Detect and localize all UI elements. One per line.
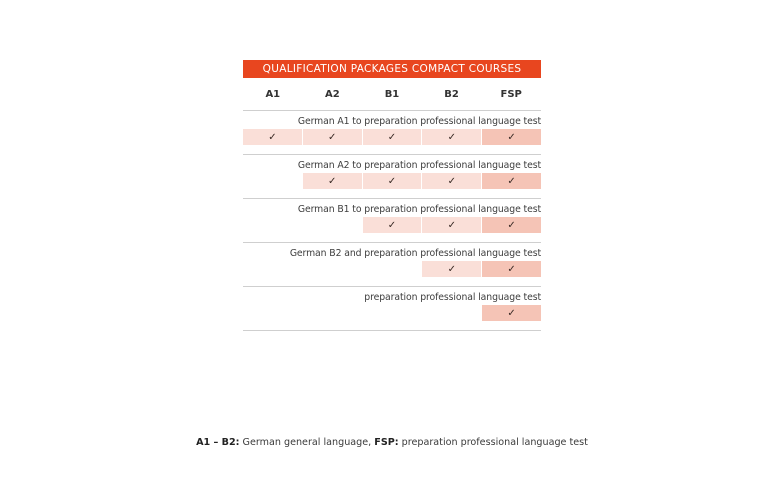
package-row	[243, 287, 541, 331]
package-cells	[243, 129, 541, 145]
check-icon-cell: ✓	[422, 173, 481, 189]
qualification-packages-table	[243, 60, 541, 331]
column-header-fsp: FSP	[500, 88, 522, 100]
legend-footnote	[0, 437, 784, 448]
empty-cell	[243, 305, 302, 321]
column-header-b2: B2	[444, 88, 459, 100]
package-cells	[243, 217, 541, 233]
check-icon-cell: ✓	[363, 217, 422, 233]
check-icon-cell: ✓	[422, 261, 481, 277]
package-label: German B1 to preparation professional language test	[297, 204, 541, 215]
check-icon-cell: ✓	[422, 129, 481, 145]
package-label: German A1 to preparation professional language test	[297, 116, 541, 127]
check-icon-cell: ✓	[482, 305, 541, 321]
check-icon-cell: ✓	[482, 261, 541, 277]
package-row	[243, 243, 541, 287]
check-icon-cell: ✓	[363, 129, 422, 145]
package-row	[243, 199, 541, 243]
column-header-a2: A2	[325, 88, 340, 100]
check-icon-cell: ✓	[482, 129, 541, 145]
empty-cell	[303, 217, 362, 233]
column-headers	[243, 78, 541, 111]
package-row	[243, 155, 541, 199]
legend-term-a1-b2: A1 – B2:	[196, 437, 240, 448]
empty-cell	[243, 261, 302, 277]
check-icon-cell: ✓	[303, 173, 362, 189]
package-cells	[243, 261, 541, 277]
legend-desc-general: German general language,	[239, 437, 375, 448]
empty-cell	[363, 261, 422, 277]
check-icon-cell: ✓	[243, 129, 302, 145]
package-label: German A2 to preparation professional language test	[297, 160, 541, 171]
check-icon-cell: ✓	[482, 173, 541, 189]
empty-cell	[303, 261, 362, 277]
check-icon-cell: ✓	[422, 217, 481, 233]
package-cells	[243, 305, 541, 321]
legend-desc-fsp: preparation professional language test	[398, 437, 588, 448]
check-icon-cell: ✓	[363, 173, 422, 189]
package-row	[243, 111, 541, 155]
package-label: German B2 and preparation professional language test	[289, 248, 541, 259]
empty-cell	[243, 217, 302, 233]
empty-cell	[303, 305, 362, 321]
table-title: QUALIFICATION PACKAGES COMPACT COURSES	[243, 60, 541, 78]
column-header-a1: A1	[265, 88, 281, 100]
empty-cell	[422, 305, 481, 321]
empty-cell	[363, 305, 422, 321]
package-label: preparation professional language test	[364, 292, 541, 303]
check-icon-cell: ✓	[303, 129, 362, 145]
empty-cell	[243, 173, 302, 189]
package-groups	[243, 111, 541, 331]
package-cells	[243, 173, 541, 189]
column-header-b1: B1	[384, 88, 400, 100]
check-icon-cell: ✓	[482, 217, 541, 233]
legend-term-fsp: FSP:	[374, 437, 399, 448]
